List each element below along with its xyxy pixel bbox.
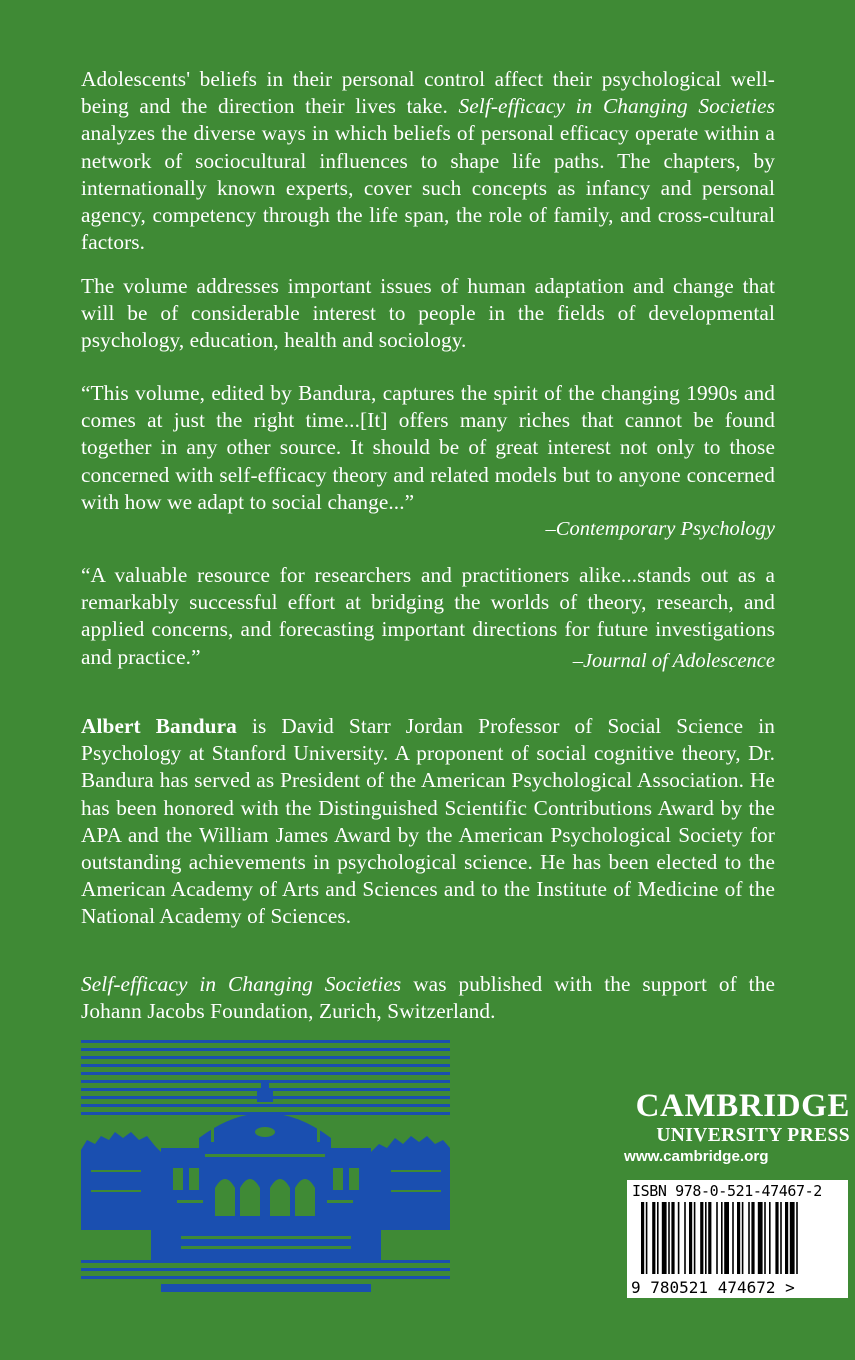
- desc-p2-text: The volume addresses important issues of human adaptation and change that will be of considerable interest to people in the fields of developmental psychology, education, health and sociology.: [81, 274, 775, 353]
- publisher-url: www.cambridge.org: [624, 1148, 769, 1166]
- barcode-bar: [732, 1202, 734, 1274]
- barcode-bar: [694, 1202, 696, 1274]
- barcode-bar: [769, 1202, 771, 1274]
- barcode-bar: [646, 1202, 648, 1274]
- barcode-bar: [796, 1202, 798, 1274]
- barcode-bar: [724, 1202, 729, 1274]
- barcode-bar: [716, 1202, 718, 1274]
- book-title-italic: Self-efficacy in Changing Societies: [458, 94, 775, 119]
- publisher-name: CAMBRIDGE: [635, 1088, 850, 1124]
- barcode-bar: [780, 1202, 782, 1274]
- publisher-subtitle: UNIVERSITY PRESS: [656, 1125, 850, 1146]
- publisher-wordmark: [622, 1090, 850, 1165]
- barcode-digits: 9 780521 474672 >: [631, 1278, 795, 1297]
- barcode-bar: [657, 1202, 659, 1274]
- desc-p1-pre: Adolescents' beliefs in their personal control affect their psychological well-being and the direction their lives take.: [81, 67, 775, 119]
- description-paragraph-1: [81, 66, 775, 256]
- barcode-bar: [751, 1202, 754, 1274]
- review-source-2: –Journal of Adolescence: [572, 650, 775, 672]
- barcode-bar: [684, 1202, 686, 1274]
- barcode-bar: [700, 1202, 703, 1274]
- barcode-bar: [785, 1202, 788, 1274]
- review-quote-1: [81, 380, 775, 516]
- desc-p1-post: analyzes the diverse ways in which beliefs of personal efficacy operate within a network of sociocultural influences to shape life paths. The chapters, by internationally known experts, cover such concepts as infancy and personal agency, competency through the life span, the role of family, and cross-cultural factors.: [81, 121, 775, 255]
- barcode-bar: [764, 1202, 766, 1274]
- publisher-building-logo: [81, 1040, 450, 1292]
- description-paragraph-2: [81, 273, 775, 355]
- barcode-bar: [775, 1202, 778, 1274]
- support-note: [81, 971, 775, 1025]
- author-bio: [81, 713, 775, 931]
- barcode-bar: [721, 1202, 723, 1274]
- isbn-label: ISBN 978-0-521-47467-2: [632, 1182, 822, 1200]
- review-source-1: –Contemporary Psychology: [545, 518, 775, 540]
- review-quote-1-text: “This volume, edited by Bandura, captures the spirit of the changing 1990s and comes at just the right time...[It] offers many riches that cannot be found together in any other source. It should be of great interest not only to those concerned with self-efficacy theory and related models but to anyone concerned with how we adapt to social change...”: [81, 381, 775, 514]
- barcode-bar: [689, 1202, 692, 1274]
- barcode-bar: [662, 1202, 667, 1274]
- barcode-bar: [671, 1202, 674, 1274]
- barcode-bar: [641, 1202, 644, 1274]
- barcode-bar: [790, 1202, 795, 1274]
- isbn-barcode: [627, 1180, 848, 1298]
- barcode-bar: [652, 1202, 655, 1274]
- barcode-bar: [737, 1202, 740, 1274]
- barcode-bar: [758, 1202, 763, 1274]
- barcode-bar: [742, 1202, 744, 1274]
- barcode-bar: [668, 1202, 670, 1274]
- barcode-bar: [708, 1202, 711, 1274]
- author-name: Albert Bandura: [81, 714, 237, 738]
- author-bio-text: is David Starr Jordan Professor of Social Science in Psychology at Stanford University. A proponent of social cognitive theory, Dr. Bandura has served as President of the American Psychological Association. He has been honored with the Distinguished Scientific Contributions Award by the APA and the William James Award by the American Psychological Society for outstanding achievements in psychological science. He has been elected to the American Academy of Arts and Sciences and to the Institute of Medicine of the National Academy of Sciences.: [81, 714, 775, 929]
- support-text: was published with the support of the Johann Jacobs Foundation, Zurich, Switzerland.: [81, 972, 775, 1024]
- review-quote-2-text: “A valuable resource for researchers and practitioners alike...stands out as a remarkably successful effort at bridging the worlds of theory, research, and applied concerns, and forecasting important directions for future investigations and practice.”: [81, 563, 775, 669]
- support-title-italic: Self-efficacy in Changing Societies: [81, 972, 402, 996]
- barcode-bar: [705, 1202, 707, 1274]
- barcode-bar: [678, 1202, 680, 1274]
- barcode-bar: [748, 1202, 750, 1274]
